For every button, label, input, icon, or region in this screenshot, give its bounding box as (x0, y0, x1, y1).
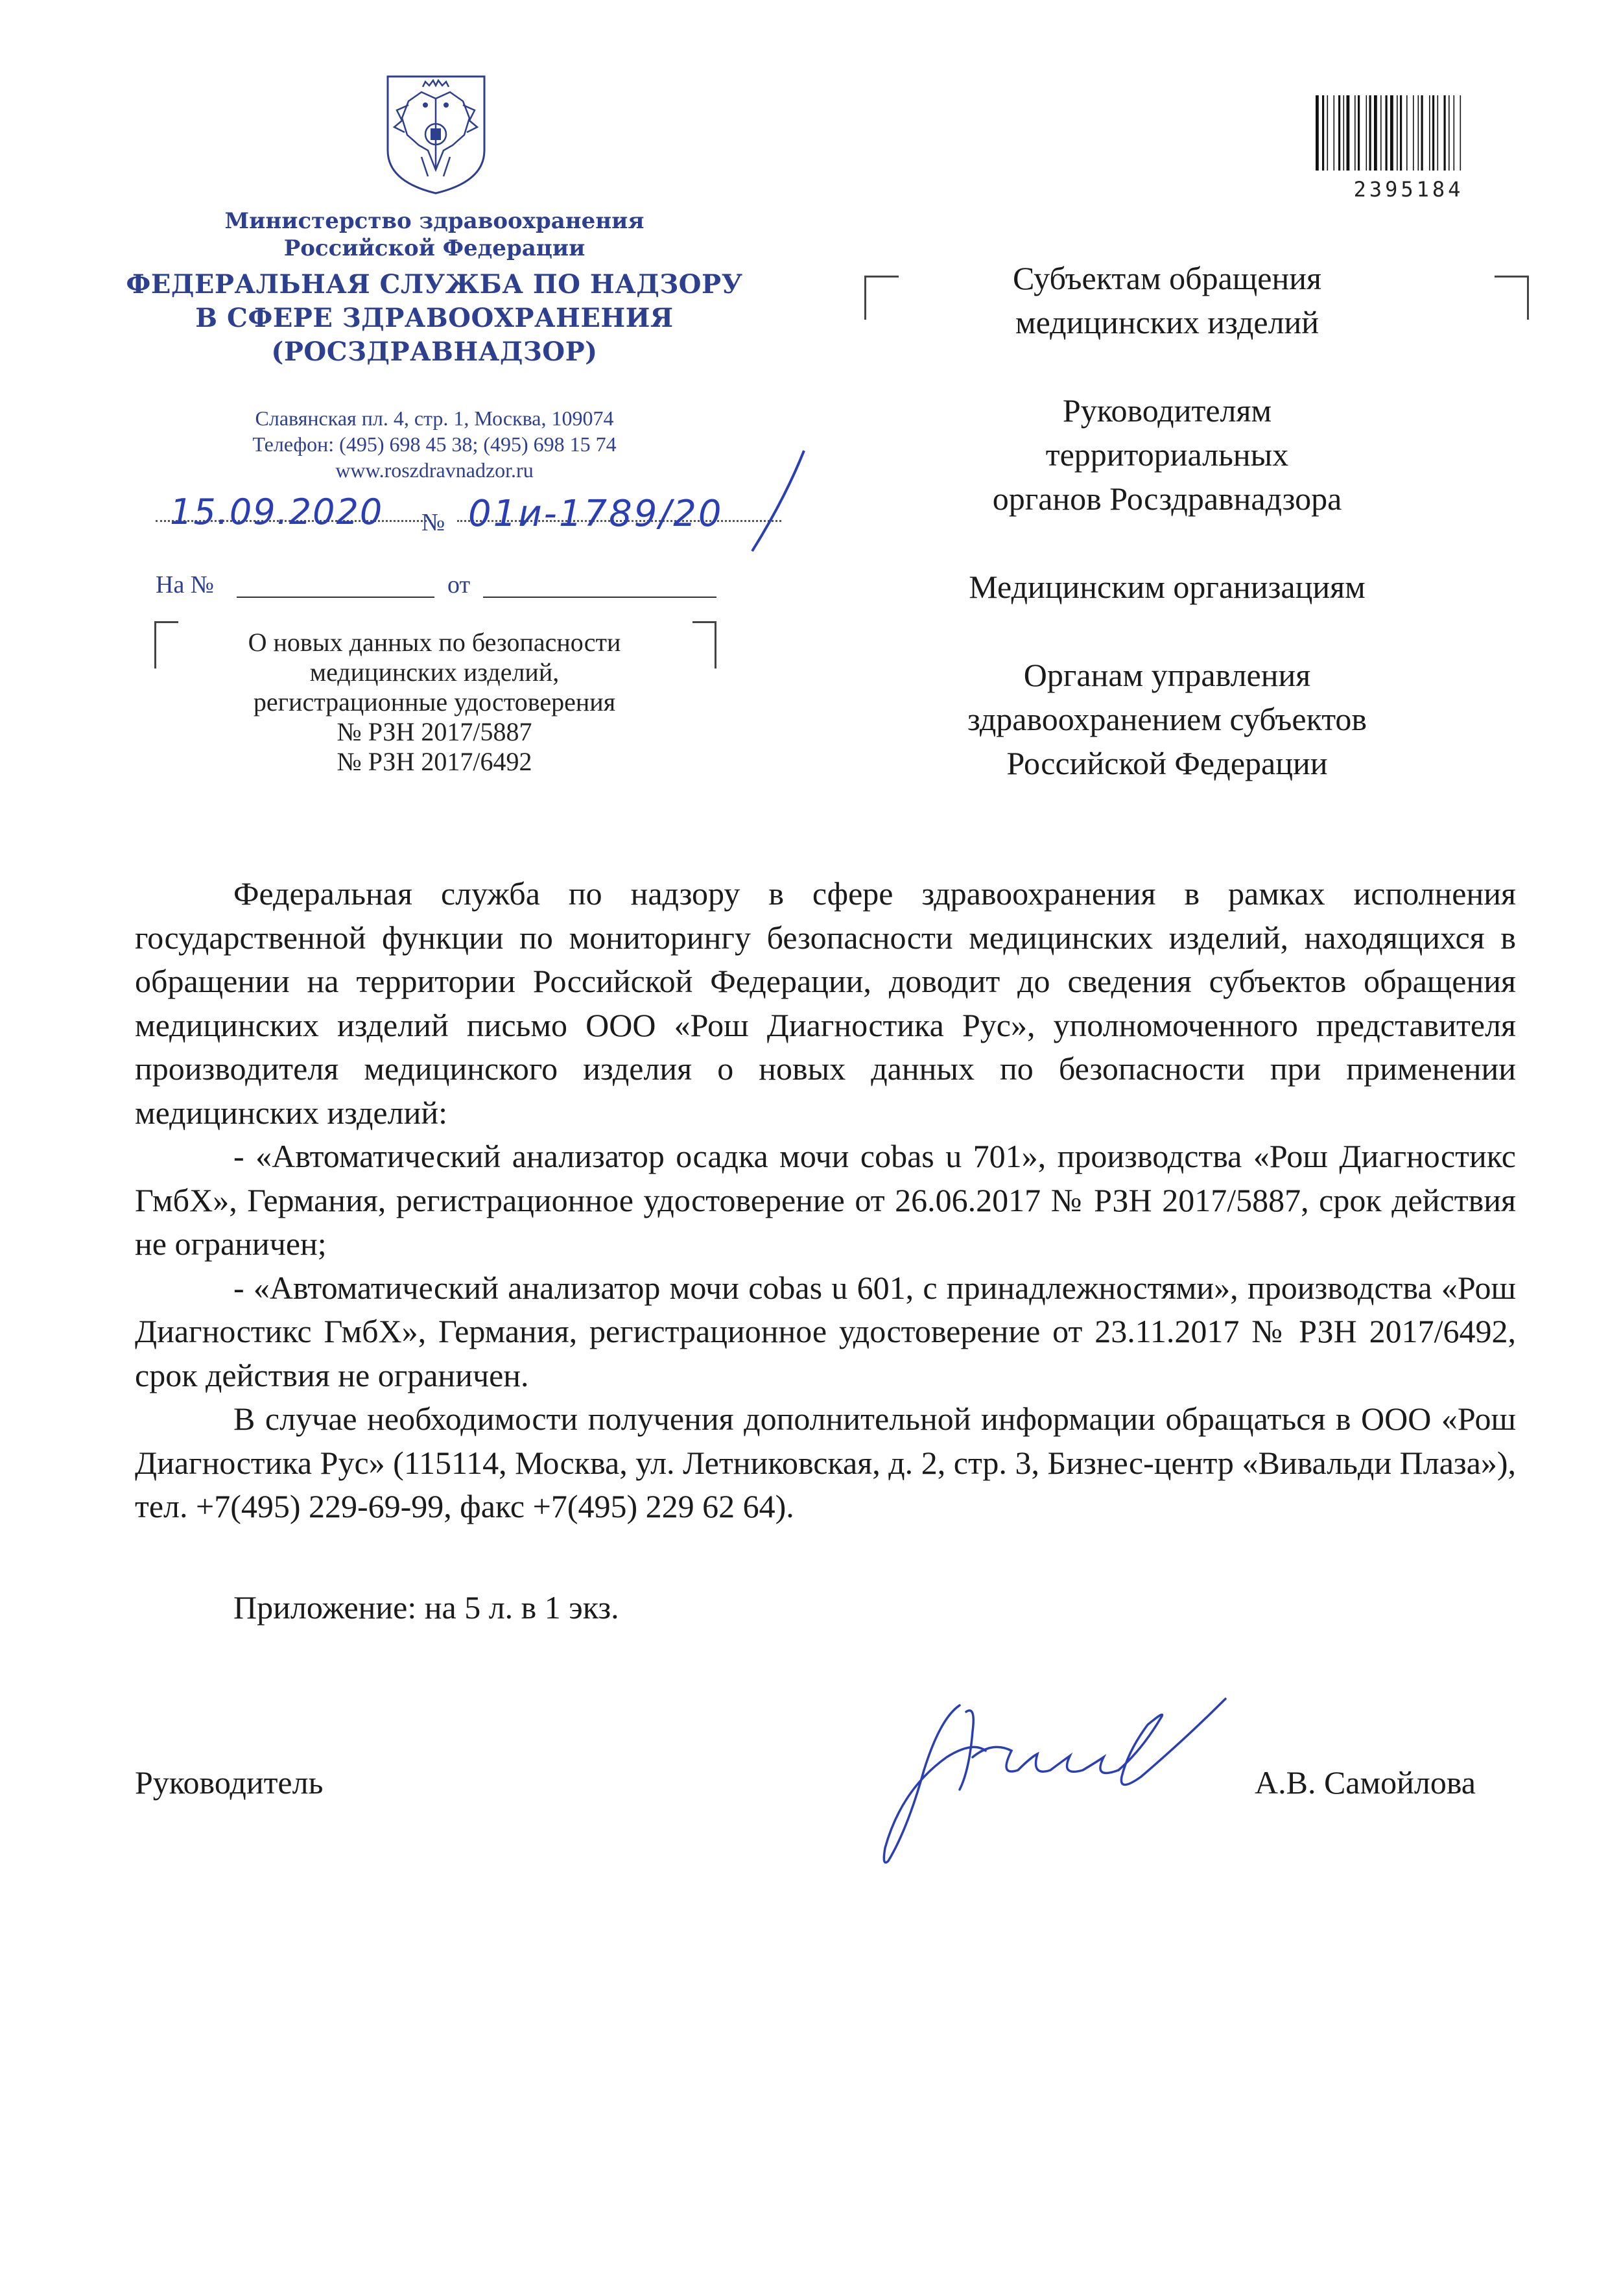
recipient-1-line-1: Субъектам обращения (1013, 260, 1321, 296)
body-paragraph-2: - «Автоматический анализатор осадка мочи cobas u 701», производства «Рош Диагностикс ГмбХ», Германия, регистрационное удостоверение от 26.06.2017 № РЗН 2017/5887, срок действия не ограничен; (135, 1138, 1516, 1262)
barcode-bar (1316, 95, 1319, 171)
barcode-bar (1460, 95, 1461, 171)
barcode-bar (1413, 95, 1414, 171)
subject-line-4: № РЗН 2017/5887 (337, 717, 532, 746)
barcode-bar (1454, 95, 1455, 171)
contact-block (110, 405, 759, 483)
recipient-2-line-1: Руководителям (1062, 392, 1272, 429)
handwritten-signature (862, 1679, 1232, 1874)
recipients-list (882, 256, 1452, 785)
registration-number: 01и-1789/20 (468, 493, 724, 535)
barcode-bar (1366, 95, 1367, 171)
reply-date-field (483, 597, 716, 598)
address: Славянская пл. 4, стр. 1, Москва, 109074 (255, 407, 614, 430)
barcode-bar (1418, 95, 1419, 171)
service-line-3: (РОСЗДРАВНАДЗОР) (271, 337, 598, 367)
barcode-bar (1334, 95, 1335, 171)
barcode-bar (1380, 95, 1382, 171)
ministry-line-1: Министерство здравоохранения (224, 208, 645, 234)
barcode-bar (1386, 95, 1388, 171)
barcode-bar (1449, 95, 1450, 171)
barcode-bar (1432, 95, 1434, 171)
reply-to-number-field (237, 597, 434, 598)
recipient-2-line-2: территориальных (1045, 436, 1289, 473)
number-sign: № (421, 509, 445, 536)
ministry-name (110, 207, 759, 262)
recipient-4-line-1: Органам управления (1023, 657, 1311, 693)
barcode-bar (1358, 95, 1360, 171)
barcode-bar (1369, 95, 1371, 171)
barcode-bar (1347, 95, 1350, 171)
website-link[interactable]: www.roszdravnadzor.ru (335, 458, 534, 482)
recipient-group-1 (882, 256, 1452, 344)
recipient-4-line-2: здравоохранением субъектов (967, 701, 1367, 737)
recipients-bracket-right (1495, 276, 1529, 320)
reply-date-label: от (447, 571, 471, 598)
attachment-note: Приложение: на 5 л. в 1 экз. (233, 1589, 619, 1626)
service-line-1: ФЕДЕРАЛЬНАЯ СЛУЖБА ПО НАДЗОРУ (126, 269, 743, 300)
barcode-bar (1400, 95, 1402, 171)
barcode-bar (1406, 95, 1408, 171)
body-paragraph-1: Федеральная служба по надзору в сфере здравоохранения в рамках исполнения государственной функции по мониторингу безопасности медицинских изделий, находящихся в обращении на территории Российской Федерации, доводит до сведения субъектов обращения медицинских изделий письмо ООО «Рош Диагностика Рус», уполномоченного представителя производителя медицинского изделия о новых данных по безопасности при применении медицинских изделий: (135, 875, 1516, 1131)
service-name (110, 268, 759, 369)
recipient-group-2 (882, 388, 1452, 521)
barcode-bar (1444, 95, 1446, 171)
subject-line-5: № РЗН 2017/6492 (337, 747, 532, 776)
barcode-icon (1313, 94, 1501, 172)
recipient-group-3 (882, 565, 1452, 609)
barcode-bar (1374, 95, 1377, 171)
barcode-bar (1343, 95, 1345, 171)
coat-of-arms-icon (383, 73, 490, 196)
barcode-bar (1421, 95, 1423, 171)
barcode-bar (1327, 95, 1329, 171)
signer-name: А.В. Самойлова (1255, 1764, 1476, 1801)
reply-to-number-label: На № (156, 571, 215, 598)
barcode-bar (1322, 95, 1324, 171)
barcode-bar (1390, 95, 1393, 171)
service-line-2: В СФЕРЕ ЗДРАВООХРАНЕНИЯ (195, 303, 674, 333)
recipient-2-line-3: органов Росздравнадзора (992, 480, 1342, 517)
barcode-number: 2395184 (1353, 177, 1464, 202)
phone: Телефон: (495) 698 45 38; (495) 698 15 74 (252, 432, 617, 456)
body-paragraph-4: В случае необходимости получения дополнительной информации обращаться в ООО «Рош Диагностика Рус» (115114, Москва, ул. Летниковская, д. 2, стр. 3, Бизнес-центр «Вивальди Плаза»), тел. +7(495) 229-69-99, факс +7(495) 229 62 64). (135, 1401, 1516, 1524)
barcode-bar (1338, 95, 1340, 171)
subject-line-1: О новых данных по безопасности (248, 628, 621, 657)
barcode-bar (1437, 95, 1439, 171)
subject-line-3: регистрационные удостоверения (253, 687, 616, 716)
recipient-4-line-3: Российской Федерации (1006, 745, 1328, 781)
handwritten-slash-mark (739, 447, 810, 554)
signer-position: Руководитель (135, 1764, 324, 1801)
subject-line-2: медицинских изделий, (309, 657, 560, 687)
recipient-group-4 (882, 653, 1452, 785)
body-paragraph-3: - «Автоматический анализатор мочи cobas u 601, с принадлежностями», производства «Рош Диагностикс ГмбХ», Германия, регистрационное удостоверение от 23.11.2017 № РЗН 2017/6492, срок действия не ограничен. (135, 1269, 1516, 1393)
recipient-1-line-2: медицинских изделий (1015, 304, 1319, 340)
letter-subject (159, 628, 710, 777)
letter-body (135, 872, 1516, 1529)
barcode-bar (1354, 95, 1356, 171)
registration-date: 15.09.2020 (170, 491, 384, 532)
barcode-bar (1397, 95, 1398, 171)
ministry-line-2: Российской Федерации (283, 235, 586, 261)
recipient-3-line-1: Медицинским организациям (969, 569, 1366, 605)
barcode-bar (1429, 95, 1430, 171)
